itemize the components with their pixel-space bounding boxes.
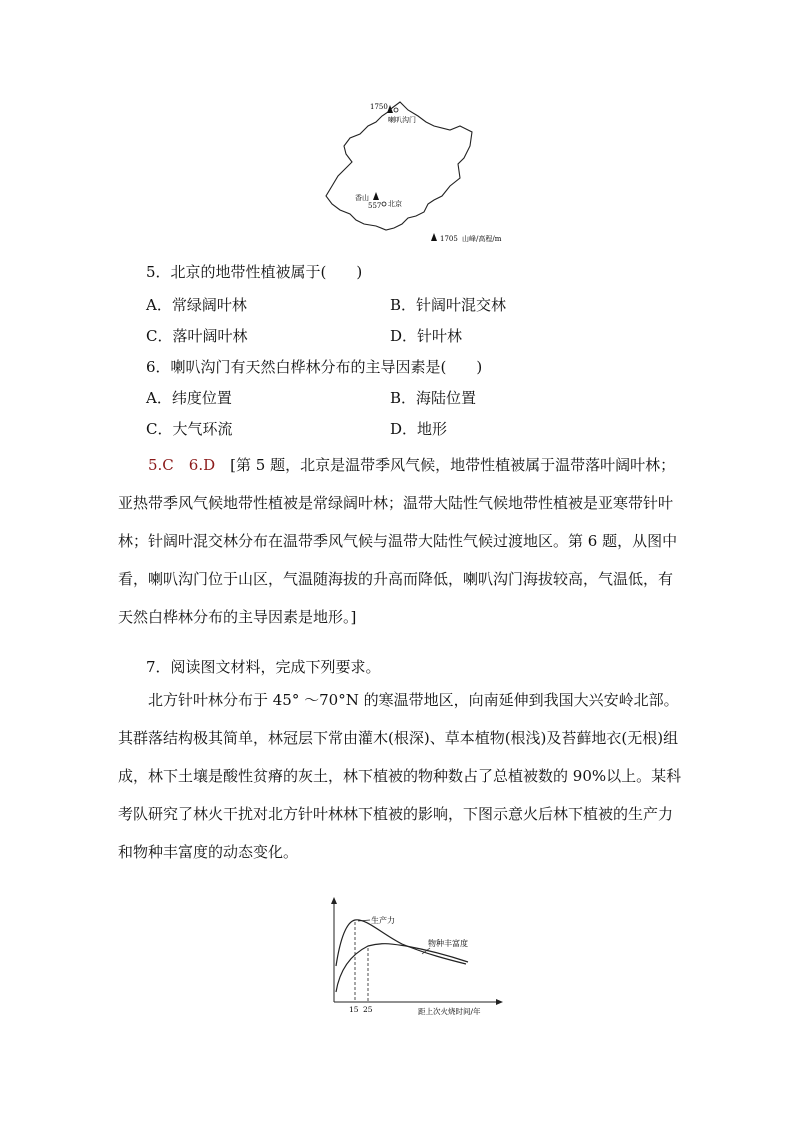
beijing-label: 北京 xyxy=(388,200,402,208)
peak-north-icon xyxy=(387,105,393,113)
peak-southeast-icon xyxy=(431,233,437,241)
q6-option-d-text: 地形 xyxy=(417,420,448,438)
map-legend-label: 山峰/高程/m xyxy=(462,235,502,243)
q5-option-b-letter: B． xyxy=(390,296,417,314)
beijing-marker xyxy=(382,202,386,206)
q6-option-d xyxy=(390,419,447,439)
q6-option-d-letter: D． xyxy=(390,420,418,438)
y-axis-arrow-icon xyxy=(331,897,337,904)
xiangshan-peak-icon xyxy=(373,192,379,200)
q6-option-b-letter: B． xyxy=(390,389,417,407)
x-axis-arrow-icon xyxy=(496,999,503,1005)
x-tick-25: 25 xyxy=(363,1005,373,1014)
answer-explanation-text: [第 5 题，北京是温带季风气候，地带性植被属于温带落叶阔叶林；亚热带季风气候地带性植被是常绿阔叶林；温带大陆性气候地带性植被是亚寒带针叶林；针阔叶混交林分布在温带季风气候与温带大陆性气候过渡地区。第 6 题，从图中看，喇叭沟门位于山区，气温随海拔的升高而降低，喇叭沟门海拔较高，气温低，有天然白桦林分布的主导因素是地形。] xyxy=(118,456,678,626)
q5-option-c-letter: C． xyxy=(146,327,173,345)
laba-gou-men-marker xyxy=(394,108,398,112)
q5-option-c-text: 落叶阔叶林 xyxy=(172,327,248,345)
laba-gou-men-label: 喇叭沟门 xyxy=(388,116,416,124)
productivity-chart xyxy=(322,896,512,1022)
answer-explanation xyxy=(118,446,684,636)
q6-option-a-letter: A． xyxy=(146,389,172,407)
series-richness-line xyxy=(336,944,468,992)
q6-option-c xyxy=(146,419,233,439)
q6-stem: 6．喇叭沟门有天然白桦林分布的主导因素是( ) xyxy=(146,358,483,376)
q5-option-a-letter: A． xyxy=(146,296,172,314)
answer-key: 5.C 6.D xyxy=(148,456,216,474)
series-richness-label: 物种丰富度 xyxy=(428,939,468,948)
q5-option-a-text: 常绿阔叶林 xyxy=(171,296,247,314)
q5-option-d xyxy=(390,326,462,346)
q5-option-b-text: 针阔叶混交林 xyxy=(416,296,507,314)
q6-option-b xyxy=(390,388,476,408)
xiangshan-height: 557 xyxy=(368,202,382,210)
beijing-map xyxy=(310,96,502,246)
q6-option-b-text: 海陆位置 xyxy=(416,389,477,407)
q5-option-a xyxy=(146,295,247,315)
q5-option-b xyxy=(390,295,506,315)
q5-option-d-letter: D． xyxy=(390,327,418,345)
q6-option-a xyxy=(146,388,232,408)
q5-option-d-text: 针叶林 xyxy=(417,327,463,345)
x-axis-label: 距上次火烧时间/年 xyxy=(418,1007,481,1016)
peak-north-height: 1750 xyxy=(370,103,388,111)
xiangshan-label: 香山 xyxy=(355,194,369,202)
x-tick-15: 15 xyxy=(349,1005,359,1014)
q6-option-c-letter: C． xyxy=(146,420,173,438)
peak-southeast-height: 1705 xyxy=(440,235,458,243)
q6-option-a-text: 纬度位置 xyxy=(171,389,232,407)
series-productivity-label: 生产力 xyxy=(371,916,395,925)
q5-stem: 5．北京的地带性植被属于( ) xyxy=(146,263,363,281)
q7-material: 北方针叶林分布于 45° ～70°N 的寒温带地区，向南延伸到我国大兴安岭北部。其群落结构极其简单，林冠层下常由灌木(根深)、草本植物(根浅)及苔藓地衣(无根)组成，林下土壤是酸性贫瘠的灰土，林下植被的物种数占了总植被数的 90%以上。某科考队研究了林火干扰对北方针叶林林下植被的影响，下图示意火后林下植被的生产力和物种丰富度的动态变化。 xyxy=(118,691,682,861)
q7-stem: 7．阅读图文材料，完成下列要求。 xyxy=(146,658,381,676)
q5-option-c xyxy=(146,326,248,346)
q6-option-c-text: 大气环流 xyxy=(172,420,233,438)
